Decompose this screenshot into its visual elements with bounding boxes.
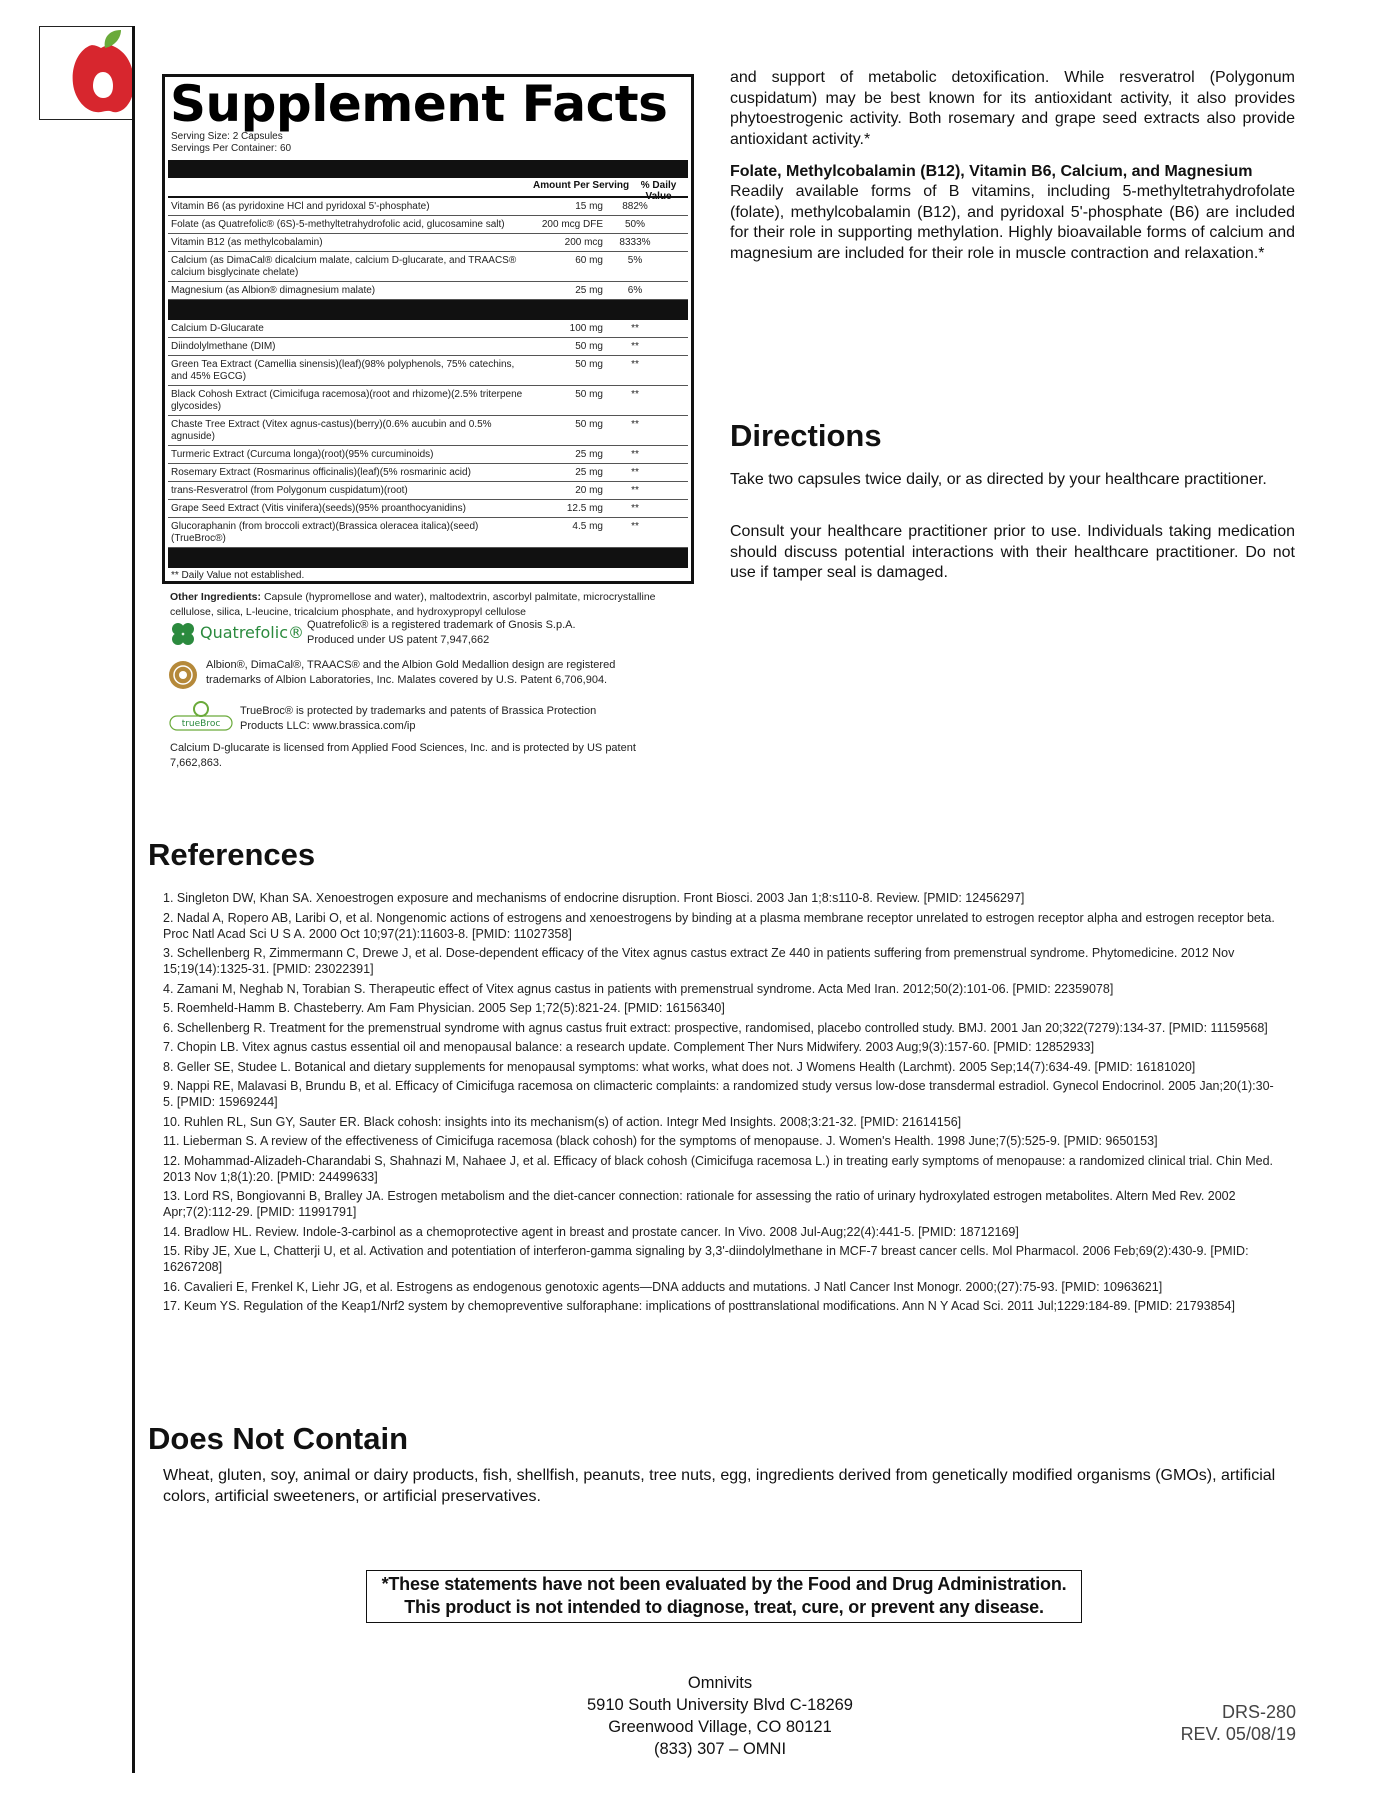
facts-row — [168, 216, 688, 234]
ingredient-amount: 25 mg — [575, 285, 603, 296]
reference-item: 3. Schellenberg R, Zimmermann C, Drewe J, et al. Dose-dependent efficacy of the Vitex agnus castus extract Ze 440 in patients suffering from premenstrual syndrome. Phytomedicine. 2012 Nov 15;19(14):1325-31. [PMID: 23022391] — [163, 946, 1235, 976]
quatrefolic-logo-text: Quatrefolic® — [200, 623, 304, 642]
reference-item: 16. Cavalieri E, Frenkel K, Liehr JG, et al. Estrogens as endogenous genotoxic agents—DNA adducts and mutations. J Natl Cancer Inst Monogr. 2000;(27):75-93. [PMID: 10963621] — [163, 1279, 1163, 1294]
ingredient-dv: 5% — [627, 255, 643, 266]
company-street: 5910 South University Blvd C-18269 — [587, 1696, 853, 1714]
ingredient-amount: 200 mcg DFE — [541, 219, 603, 230]
reference-item: 17. Keum YS. Regulation of the Keap1/Nrf2 system by chemopreventive sulforaphane: implications of posttranslational modifications. Ann N Y Acad Sci. 2011 Jul;1229:184-89. [PMID: 21793854] — [163, 1299, 1235, 1313]
reference-item: 5. Roemheld-Hamm B. Chasteberry. Am Fam Physician. 2005 Sep 1;72(5):821-24. [PMID: 16156340] — [163, 1001, 725, 1015]
reference-item: 6. Schellenberg R. Treatment for the premenstrual syndrome with agnus castus fruit extract: prospective, randomised, placebo controlled study. BMJ. 2001 Jan 20;322(7279):134-37. [PMID: 11159568] — [163, 1020, 1268, 1035]
ingredient-name: trans-Resveratrol (from Polygonum cuspidatum)(root) — [171, 485, 408, 496]
facts-row — [168, 482, 688, 500]
facts-row — [168, 386, 688, 416]
ingredient-amount: 60 mg — [575, 255, 603, 266]
ingredient-name: Rosemary Extract (Rosmarinus officinalis)(leaf)(5% rosmarinic acid) — [171, 467, 471, 478]
truebroc-logo-icon — [168, 700, 234, 734]
does-not-contain-text: Wheat, gluten, soy, animal or dairy products, fish, shellfish, peanuts, tree nuts, egg, ingredients derived from genetically modified organisms (GMOs), artificial colors, artificial sweeteners, or artificial preservatives. — [163, 1467, 1276, 1505]
ingredient-amount: 50 mg — [575, 419, 603, 430]
ingredient-name: Turmeric Extract (Curcuma longa)(root)(95% curcuminoids) — [171, 449, 434, 460]
reference-item: 4. Zamani M, Neghab N, Torabian S. Therapeutic effect of Vitex agnus castus in patients with premenstrual syndrome. Acta Med Iran. 2012;50(2):101-06. [PMID: 22359078] — [163, 981, 1114, 996]
reference-item: 11. Lieberman S. A review of the effectiveness of Cimicifuga racemosa (black cohosh) for the symptoms of menopause. J. Women's Health. 1998 June;7(5):525-9. [PMID: 9650153] — [163, 1134, 1158, 1148]
ingredient-amount: 100 mg — [569, 323, 603, 334]
facts-row — [168, 356, 688, 386]
ingredient-dv: 882% — [622, 201, 648, 212]
directions-paragraph-2: Consult your healthcare practitioner prior to use. Individuals taking medication should discuss potential interactions with their healthcare practitioner. Do not use if tamper seal is damaged. — [730, 523, 1295, 581]
right-paragraph-1: and support of metabolic detoxification. While resveratrol (Polygonum cuspidatum) may be best known for its antioxidant activity, it also provides phytoestrogenic activity. Both rosemary and grape seed extracts also provide antioxidant activity.* — [730, 69, 1295, 148]
company-city: Greenwood Village, CO 80121 — [608, 1718, 832, 1736]
ingredient-dv: ** — [631, 389, 639, 400]
ingredient-amount: 25 mg — [575, 467, 603, 478]
ingredient-amount: 50 mg — [575, 341, 603, 352]
other-ingredients — [170, 590, 660, 620]
facts-bar — [168, 300, 688, 320]
reference-item: 2. Nadal A, Ropero AB, Laribi O, et al. Nongenomic actions of estrogens and xenoestrogens by binding at a plasma membrane receptor unrelated to estrogen receptor alpha and estrogen receptor beta. Proc Natl Acad Sci U S A. 2000 Oct 10;97(21):11603-8. [PMID: 11027358] — [163, 910, 1275, 941]
ingredient-name: Folate (as Quatrefolic® (6S)-5-methyltetrahydrofolic acid, glucosamine salt) — [171, 219, 505, 230]
facts-row — [168, 282, 688, 300]
fda-disclaimer — [366, 1570, 1082, 1623]
ingredient-dv: ** — [631, 503, 639, 514]
reference-item: 10. Ruhlen RL, Sun GY, Sauter ER. Black cohosh: insights into its mechanism(s) of action. Integr Med Insights. 2008;3:21-32. [PMID: 21614156] — [163, 1114, 962, 1129]
ingredient-dv: ** — [631, 341, 639, 352]
calcium-glucarate-note: Calcium D-glucarate is licensed from Applied Food Sciences, Inc. and is protected by US patent 7,662,863. — [170, 742, 636, 769]
ingredient-name: Calcium D-Glucarate — [171, 323, 264, 334]
doc-code: DRS-280 — [1221, 1702, 1296, 1722]
document-code — [1110, 1701, 1296, 1745]
directions-paragraph-1: Take two capsules twice daily, or as directed by your healthcare practitioner. — [730, 471, 1267, 488]
facts-row — [168, 338, 688, 356]
ingredient-amount: 50 mg — [575, 359, 603, 370]
ingredient-name: Diindolylmethane (DIM) — [171, 341, 276, 352]
left-rule — [132, 26, 135, 1773]
ingredient-dv: ** — [631, 449, 639, 460]
reference-item: 8. Geller SE, Studee L. Botanical and dietary supplements for menopausal symptoms: what works, what does not. J Womens Health (Larchmt). 2005 Sep;14(7):634-49. [PMID: 16181020] — [163, 1059, 1196, 1074]
other-ingredients-text: Capsule (hypromellose and water), maltodextrin, ascorbyl palmitate, microcrystalline cellulose, silica, L-leucine, tricalcium phosphate, and hydroxypropyl cellulose — [170, 591, 656, 618]
dv-header: % Daily Value — [640, 180, 677, 202]
facts-row — [168, 500, 688, 518]
reference-item: 14. Bradlow HL. Review. Indole-3-carbinol as a chemoprotective agent in breast and prostate cancer. In Vivo. 2008 Jul-Aug;22(4):441-5. [PMID: 18712169] — [163, 1224, 1019, 1239]
fda-line-1: *These statements have not been evaluated by the Food and Drug Administration. — [381, 1574, 1067, 1594]
reference-item: 9. Nappi RE, Malavasi B, Brundu B, et al. Efficacy of Cimicifuga racemosa on climacteric complaints: a randomized study versus low-dose transdermal estradiol. Gynecol Endocrinol. 2005 Jan;20(1):30-5. [PMID: 15969244] — [163, 1079, 1274, 1109]
ingredient-amount: 15 mg — [575, 201, 603, 212]
company-address — [520, 1672, 920, 1760]
ingredient-amount: 50 mg — [575, 389, 603, 400]
other-ingredients-label: Other Ingredients: — [170, 591, 262, 603]
reference-item: 13. Lord RS, Bongiovanni B, Bralley JA. Estrogen metabolism and the diet-cancer connection: rationale for assessing the ratio of urinary hydroxylated estrogen metabolites. Altern Med Rev. 2002 Apr;7(2):112-29. [PMID: 11991791] — [163, 1189, 1236, 1219]
reference-item: 15. Riby JE, Xue L, Chatterji U, et al. Activation and potentiation of interferon-gamma signaling by 3,3'-diindolylmethane in MCF-7 breast cancer cells. Mol Pharmacol. 2006 Feb;69(2):430-9. [PMID: 16267208] — [163, 1244, 1249, 1274]
reference-item: 12. Mohammad-Alizadeh-Charandabi S, Shahnazi M, Nahaee J, et al. Efficacy of black cohosh (Cimicifuga racemosa L.) in treating early symptoms of menopause: a randomized clinical trial. Chin Med. 2013 Nov 1;8(1):20. [PMID: 24499633] — [163, 1153, 1274, 1184]
albion-medallion-icon — [168, 660, 198, 690]
facts-rows-a — [165, 198, 691, 300]
facts-bar — [168, 548, 688, 568]
ingredient-dv: ** — [631, 467, 639, 478]
ingredient-name: Magnesium (as Albion® dimagnesium malate) — [171, 285, 376, 296]
ingredient-amount: 25 mg — [575, 449, 603, 460]
ingredient-dv: ** — [631, 485, 639, 496]
apple-logo-icon — [39, 26, 135, 122]
facts-row — [168, 252, 688, 282]
serving-size: Serving Size: 2 Capsules — [171, 131, 283, 142]
reference-item: 7. Chopin LB. Vitex agnus castus essential oil and menopausal balance: a research update. Complement Ther Nurs Midwifery. 2003 Aug;9(3):157-60. [PMID: 12852933] — [163, 1040, 1095, 1054]
ingredient-dv: 6% — [627, 285, 643, 296]
company-name: Omnivits — [687, 1674, 753, 1692]
albion-note: Albion®, DimaCal®, TRAACS® and the Albion Gold Medallion design are registered trademarks of Albion Laboratories, Inc. Malates covered by U.S. Patent 6,706,904. — [206, 659, 616, 686]
references-list — [163, 890, 1283, 1318]
ingredient-dv: ** — [631, 521, 639, 532]
facts-row — [168, 446, 688, 464]
directions-heading: Directions — [730, 418, 882, 453]
ingredient-amount: 20 mg — [575, 485, 603, 496]
nutrient-paragraph: Readily available forms of B vitamins, including 5-methyltetrahydrofolate (folate), methylcobalamin (B12), and pyridoxal 5'-phosphate (B6) are included for their role in supporting methylation. Highly bioavailable forms of calcium and magnesium are included for their role in muscle contraction and relaxation.* — [730, 183, 1295, 262]
ingredient-name: Grape Seed Extract (Vitis vinifera)(seeds)(95% proanthocyanidins) — [171, 503, 466, 514]
facts-row — [168, 464, 688, 482]
doc-revision: REV. 05/08/19 — [1180, 1724, 1296, 1744]
ingredient-name: Glucoraphanin (from broccoli extract)(Brassica oleracea italica)(seed)(TrueBroc®) — [171, 521, 479, 544]
facts-row — [168, 234, 688, 252]
ingredient-amount: 200 mcg — [564, 237, 603, 248]
ingredient-dv: ** — [631, 323, 639, 334]
ingredient-name: Chaste Tree Extract (Vitex agnus-castus)(berry)(0.6% aucubin and 0.5% agnuside) — [171, 419, 492, 442]
ingredient-name: Vitamin B6 (as pyridoxine HCl and pyridoxal 5'-phosphate) — [171, 201, 430, 212]
ingredient-name: Vitamin B12 (as methylcobalamin) — [171, 237, 323, 248]
supplement-facts-title: Supplement Facts — [170, 75, 668, 133]
amount-header: Amount Per Serving — [532, 180, 630, 191]
nutrient-heading: Folate, Methylcobalamin (B12), Vitamin B6, Calcium, and Magnesium — [730, 163, 1253, 180]
facts-bar — [168, 160, 688, 178]
ingredient-name: Calcium (as DimaCal® dicalcium malate, calcium D-glucarate, and TRAACS® calcium bisglycinate chelate) — [171, 255, 517, 278]
does-not-contain-heading: Does Not Contain — [148, 1421, 409, 1456]
ingredient-dv: 50% — [624, 219, 645, 230]
ingredient-amount: 4.5 mg — [572, 521, 603, 532]
ingredient-dv: ** — [631, 359, 639, 370]
supplement-facts-panel — [162, 74, 694, 584]
facts-row — [168, 518, 688, 548]
facts-header — [168, 178, 688, 202]
references-heading: References — [148, 837, 316, 872]
facts-row — [168, 416, 688, 446]
ingredient-name: Green Tea Extract (Camellia sinensis)(leaf)(98% polyphenols, 75% catechins, and 45% EGCG) — [171, 359, 515, 382]
ingredient-amount: 12.5 mg — [566, 503, 603, 514]
truebroc-logo-text: trueBroc — [181, 719, 221, 729]
ingredient-dv: ** — [631, 419, 639, 430]
facts-rows-b — [165, 320, 691, 548]
ingredient-name: Black Cohosh Extract (Cimicifuga racemosa)(root and rhizome)(2.5% triterpene glycosides) — [171, 389, 523, 412]
facts-row — [168, 198, 688, 216]
truebroc-note: TrueBroc® is protected by trademarks and patents of Brassica Protection Products LLC: www.brassica.com/ip — [240, 705, 597, 732]
ingredient-dv: 8333% — [619, 237, 651, 248]
facts-row — [168, 320, 688, 338]
facts-footnote: ** Daily Value not established. — [171, 570, 305, 581]
fda-line-2: This product is not intended to diagnose, treat, cure, or prevent any disease. — [404, 1597, 1044, 1617]
servings-per-container: Servings Per Container: 60 — [171, 143, 292, 154]
reference-item: 1. Singleton DW, Khan SA. Xenoestrogen exposure and mechanisms of endocrine disruption. Front Biosci. 2003 Jan 1;8:s110-8. Review. [PMID: 12456297] — [163, 891, 1025, 905]
quatrefolic-clover-icon — [168, 620, 198, 648]
company-phone: (833) 307 – OMNI — [653, 1740, 787, 1758]
quatrefolic-note: Quatrefolic® is a registered trademark of Gnosis S.p.A. Produced under US patent 7,947,662 — [307, 619, 576, 646]
